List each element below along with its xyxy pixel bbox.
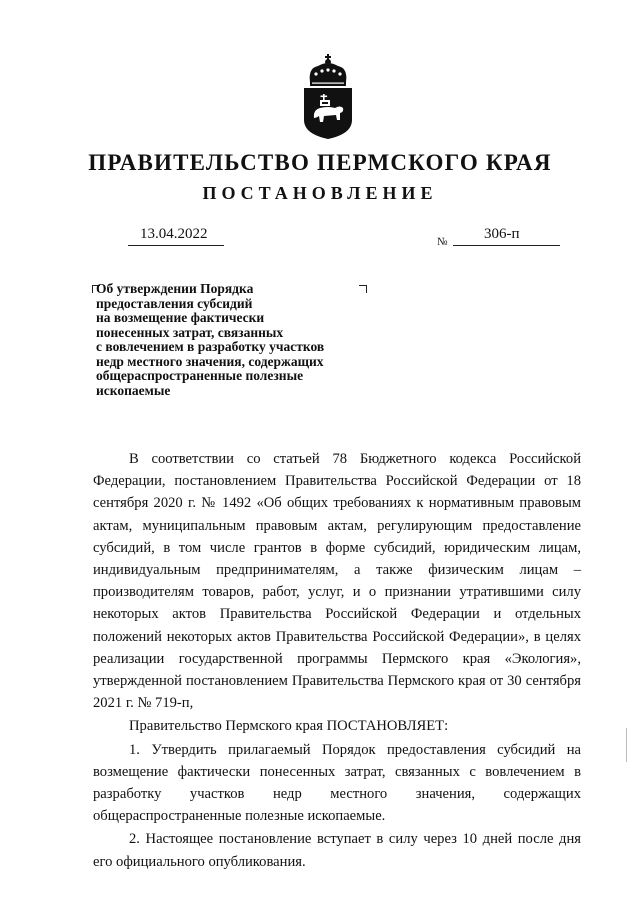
subject-line: общераспространенные полезные xyxy=(96,368,304,383)
government-title: ПРАВИТЕЛЬСТВО ПЕРМСКОГО КРАЯ xyxy=(88,150,552,175)
document-type: ПОСТАНОВЛЕНИЕ xyxy=(202,183,438,203)
subject-line: понесенных затрат, связанных xyxy=(96,324,284,340)
subject-line: Об утверждении Порядка xyxy=(96,281,254,296)
preamble-paragraph: В соответствии со статьей 78 Бюджетного кодекса Российской Федерации, постановлением Правительства Российской Федерации от 18 сентября 2020 г. № 1492 «Об общих требованиях к нормативным правовым актам, муниципальным правовым актам, регулирующим предоставление субсидий, в том числе грантов в форме субсидий, юридическим лицам, индивидуальным предпринимателям, а также физическим лицам – производителям товаров, работ, услуг, и о признании утратившими силу некоторых актов Правительства Российской Федерации и отдельных положений некоторых актов Правительства Российской Федерации», в целях реализации государственной программы Пермского края «Экология», утвержденной постановлением Правительства Пермского края от 30 сентября 2021 г. № 719-п, xyxy=(93,451,581,712)
subject-line: предоставления субсидий xyxy=(96,295,253,311)
scan-artifact xyxy=(626,728,627,762)
date-underline xyxy=(128,245,224,246)
subject-line: недр местного значения, содержащих xyxy=(96,353,324,369)
decree-paragraph: Правительство Пермского края ПОСТАНОВЛЯЕТ: xyxy=(129,718,449,735)
document-body xyxy=(93,448,581,873)
subject-block xyxy=(96,282,386,398)
item-1-paragraph: 1. Утвердить прилагаемый Порядок предоставления субсидий на возмещение фактически понесенных затрат, связанных с вовлечением в разработку участков недр местного значения, содержащих общераспространенные полезные ископаемые. xyxy=(93,741,581,825)
document-date: 13.04.2022 xyxy=(140,226,208,242)
subject-line: на возмещение фактически xyxy=(96,310,265,325)
subject-line: с вовлечением в разработку участков xyxy=(96,339,325,354)
document-number: 306-п xyxy=(484,226,520,242)
subject-line: ископаемые xyxy=(96,382,171,398)
item-2-paragraph: 2. Настоящее постановление вступает в силу через 10 дней после дня его официального опубликования. xyxy=(93,831,581,870)
number-underline xyxy=(453,245,560,246)
number-label: № xyxy=(437,236,448,248)
perm-krai-coat-of-arms-icon xyxy=(298,52,358,140)
